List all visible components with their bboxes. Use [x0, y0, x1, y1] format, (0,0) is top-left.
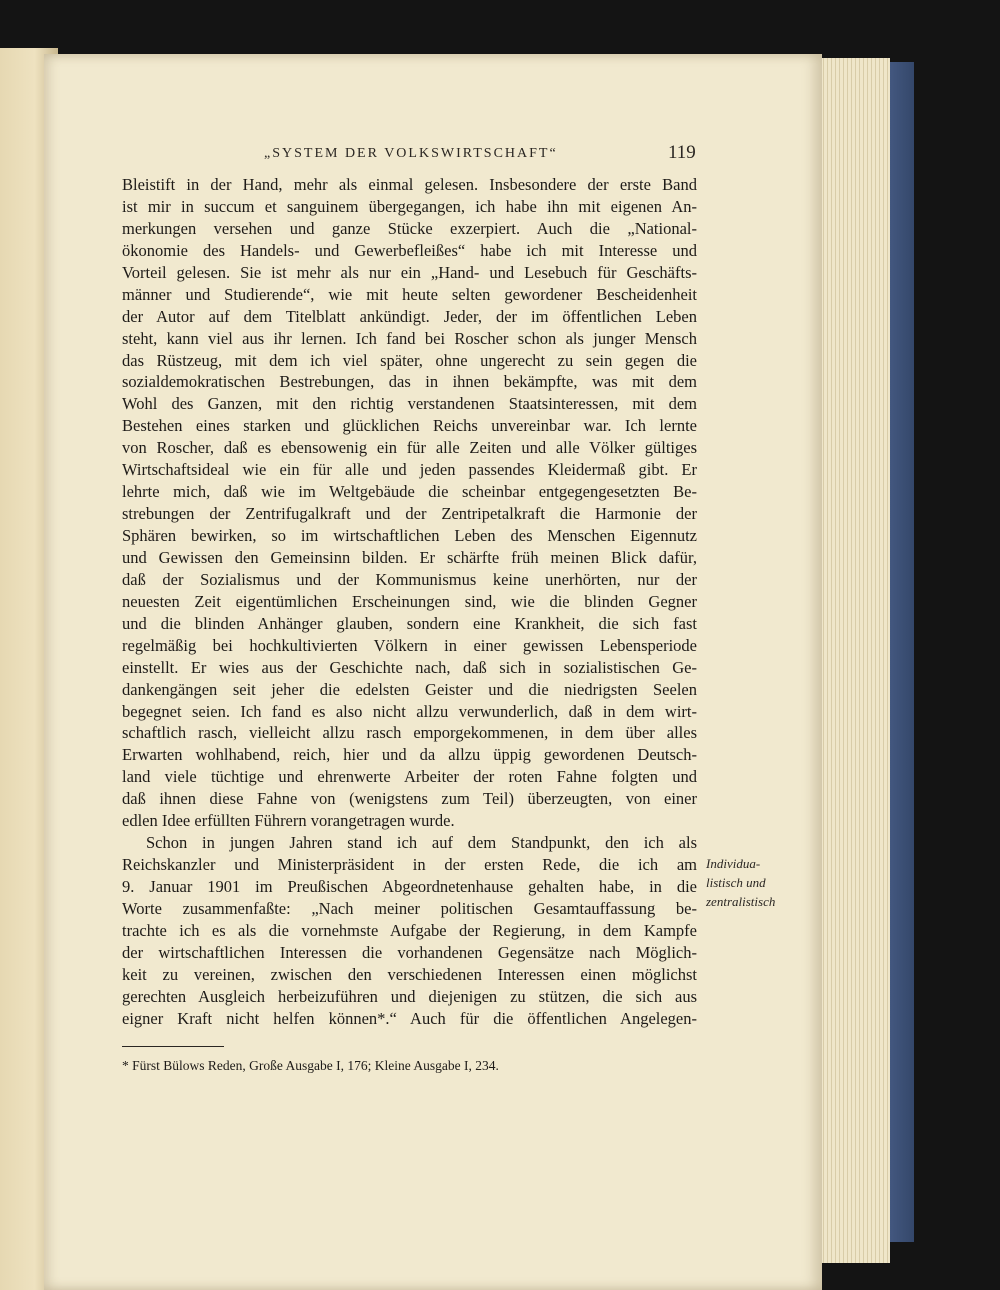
text-line: keit zu vereinen, zwischen den verschiedenen Interessen einen möglichst	[122, 964, 697, 984]
text-line: von Roscher, daß es ebensowenig ein für alle Zeiten und alle Völker gültiges	[122, 438, 697, 458]
running-head: „SYSTEM DER VOLKSWIRTSCHAFT“	[264, 146, 558, 161]
text-line: 9. Januar 1901 im Preußischen Abgeordnetenhause gehalten habe, in die	[122, 877, 697, 896]
margin-note-line: zentralistisch	[706, 894, 776, 909]
text-line: edlen Idee erfüllten Führern vorangetragen wurde.	[122, 811, 455, 831]
text-line: Bleistift in der Hand, mehr als einmal gelesen. Insbesondere der erste Band	[122, 175, 697, 194]
text-line: Vorteil gelesen. Sie ist mehr als nur ein „Hand- und Lesebuch für Geschäfts-	[122, 262, 697, 282]
text-line: und Gewissen den Gemeinsinn bilden. Er schärfte früh meinen Blick dafür,	[122, 547, 697, 567]
text-line: daß ihnen diese Fahne von (wenigstens zum Teil) überzeugten, von einer	[122, 789, 697, 809]
text-line: Bestehen eines starken und glücklichen Reichs unvereinbar war. Ich lernte	[122, 416, 697, 436]
text-line: strebungen der Zentrifugalkraft und der Zentripetalkraft die Harmonie der	[122, 504, 697, 524]
text-line: land viele tüchtige und ehrenwerte Arbeiter der roten Fahne folgten und	[122, 767, 697, 787]
text-line: trachte ich es als die vornehmste Aufgabe der Regierung, in dem Kampfe	[122, 920, 697, 940]
text-line: daß der Sozialismus und der Kommunismus keine unerhörten, nur der	[122, 569, 697, 589]
page-number: 119	[668, 142, 696, 163]
text-line: sozialdemokratischen Bestrebungen, das in ihnen bekämpfte, was mit dem	[122, 372, 697, 392]
text-line: Reichskanzler und Ministerpräsident in der ersten Rede, die ich am	[122, 855, 697, 875]
text-line: und die blinden Anhänger glauben, sondern eine Krankheit, die sich fast	[122, 613, 697, 633]
text-line: das Rüstzeug, mit dem ich viel später, ohne ungerecht zu sein gegen die	[122, 350, 697, 370]
text-line: der Autor auf dem Titelblatt ankündigt. Jeder, der im öffentlichen Leben	[122, 306, 697, 326]
text-line: lehrte mich, daß wie im Weltgebäude die scheinbar entgegengesetzten Be-	[122, 482, 697, 502]
text-line: Worte zusammenfaßte: „Nach meiner politischen Gesamtauffassung be-	[122, 898, 697, 918]
footnote: * Fürst Bülows Reden, Große Ausgabe I, 176; Kleine Ausgabe I, 234.	[122, 1058, 499, 1073]
text-line: der wirtschaftlichen Interessen die vorhandenen Gegensätze nach Möglich-	[122, 942, 697, 962]
text-line: eigner Kraft nicht helfen können*.“ Auch für die öffentlichen Angelegen-	[122, 1008, 697, 1028]
margin-note-line: Individua-	[706, 856, 761, 871]
text-line: ökonomie des Handels- und Gewerbefleißes“ habe ich mit Interesse und	[122, 240, 697, 260]
text-line: schaftlich rasch, vielleicht allzu rasch emporgekommenen, in dem über alles	[122, 723, 697, 743]
text-line: Schon in jungen Jahren stand ich auf dem Standpunkt, den ich als	[146, 833, 697, 853]
text-line: Wirtschaftsideal wie ein für alle und jeden passendes Kleidermaß gibt. Er	[122, 460, 697, 480]
text-line: einstellt. Er wies aus der Geschichte nach, daß sich in sozialistischen Ge-	[122, 657, 697, 677]
text-line: merkungen versehen und ganze Stücke exzerpiert. Auch die „National-	[122, 218, 697, 238]
margin-note	[706, 854, 806, 911]
text-line: dankengängen seit jeher die edelsten Geister und die niedrigsten Seelen	[122, 679, 697, 699]
text-line: ist mir in succum et sanguinem übergegangen, ich habe ihn mit eigenen An-	[122, 196, 697, 216]
text-line: neuesten Zeit eigentümlichen Erscheinungen sind, wie die blinden Gegner	[122, 591, 697, 611]
margin-note-line: listisch und	[706, 875, 766, 890]
footnote-divider	[122, 1046, 224, 1047]
text-line: Erwarten wohlhabend, reich, hier und da allzu üppig gewordenen Deutsch-	[122, 745, 697, 765]
text-line: gerechten Ausgleich herbeizuführen und diejenigen zu stützen, die sich aus	[122, 986, 697, 1006]
body-text	[122, 174, 697, 1030]
text-line: steht, kann viel aus ihr lernen. Ich fand bei Roscher schon als junger Mensch	[122, 328, 697, 348]
text-line: männer und Studierende“, wie mit heute selten gewordener Bescheidenheit	[122, 284, 697, 304]
text-line: begegnet seien. Ich fand es also nicht allzu verwunderlich, daß in dem wirt-	[122, 701, 697, 721]
text-line: regelmäßig bei hochkultivierten Völkern in einer gewissen Lebensperiode	[122, 635, 697, 655]
text-line: Sphären bewirken, so im wirtschaftlichen Leben des Menschen Eigennutz	[122, 526, 697, 545]
text-line: Wohl des Ganzen, mit den richtig verstandenen Staatsinteressen, mit dem	[122, 394, 697, 414]
page-stack-edge	[812, 58, 890, 1263]
